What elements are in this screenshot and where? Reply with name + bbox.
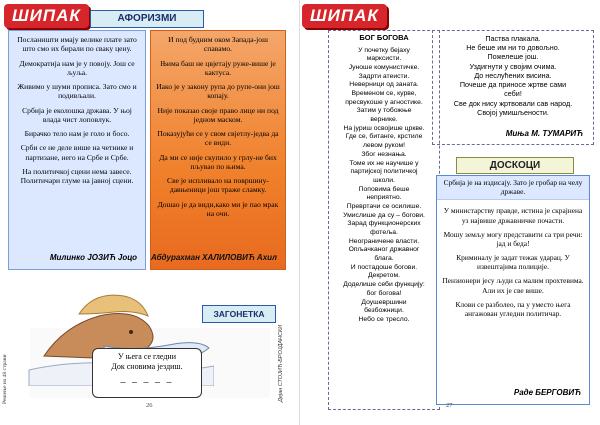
aphorism: Демократија нам је у повоју. Још се љуља. <box>19 58 135 77</box>
page-number: 27 <box>446 402 453 409</box>
author-signature: Милинко ЈОЗИЋ Јоцо <box>49 253 137 263</box>
poem-line: Паства плакала. <box>485 34 541 43</box>
poem-line: блага. <box>374 255 394 263</box>
aphorism: И под будним оком Запада-још спавамо. <box>168 35 268 54</box>
poem-line: партијској политичкој <box>350 168 418 176</box>
poem-line: Пожелеше још. <box>487 52 539 62</box>
poem-title: БОГ БОГОВА <box>359 33 409 42</box>
poem-line: Временом се, курве, <box>351 90 417 98</box>
poem-line: Зарад функционерских <box>347 220 421 228</box>
aphorism: Иако је у закону рупа до рупе-они још копају. <box>156 82 280 101</box>
aphorism: Србија је еколошка држава. У њој влада чист лоповлук. <box>22 105 132 124</box>
doskok-item: У министарству правде, истина је скрајнена уз највише државничке почасти. <box>443 206 583 225</box>
poem-line: Опљачканог државног <box>348 246 420 254</box>
aphorism: Да ми се није скупило у грлу-не бих пљувао по њима. <box>159 152 277 171</box>
aphorism: На политичкој сцени нема завесе. Политичари глуме на јавној сцени. <box>20 166 134 185</box>
riddle-author: Дејан СТОЈИЋ-БРОЈДАНСКИ <box>278 324 284 402</box>
solution-note: Решење на 48 страни <box>2 354 8 404</box>
poem-line: себи! <box>504 89 522 99</box>
poem-line: И постадоше богови. <box>350 263 418 271</box>
poem-line: Томе их не научише у <box>349 159 419 167</box>
poem-line: безбожници. <box>364 307 404 315</box>
riddle-line: У њега се гледни <box>118 352 176 361</box>
aphorism: Све је испливало на површину-давњеници још траже сламку. <box>167 176 269 195</box>
author-signature: Раде БЕРГОВИЋ <box>513 388 581 398</box>
poem-line: марксисти. <box>366 55 402 63</box>
aphorism: Није показао своје право лице ни под једном маском. <box>157 105 279 124</box>
doskok-item: Србија је на издисају. Зато је гробар на челу државе. <box>437 176 589 200</box>
aphorisms-orange-column <box>150 30 286 270</box>
poem-line: Поповима беше <box>358 185 410 193</box>
poem-line: Декретом. <box>367 272 401 280</box>
aphorism: Бирачко тело нам је голо и босо. <box>24 129 130 138</box>
poem-line: неприятно. <box>366 194 402 202</box>
poem-line: На јуриш освојише цркве. <box>343 124 425 132</box>
poem-line: Умислише да су – богови. <box>343 211 425 219</box>
riddle-answer-blanks: _ _ _ _ _ <box>120 373 174 385</box>
poem-bog-bogova <box>328 30 440 410</box>
riddle-line: Док сновима јездиш. <box>111 361 183 371</box>
page-number: 26 <box>146 402 153 409</box>
aphorism: Живимо у шуми прописа. Зато смо и подивљали. <box>17 82 137 101</box>
poem-line: вернике. <box>370 116 398 124</box>
right-page <box>300 0 600 425</box>
poem-line: Неограничене власти. <box>348 237 420 245</box>
doskok-item: Мошу земљу могу представити са три речи: јад и беда! <box>443 229 583 248</box>
poem-line: левом руком! <box>362 142 406 150</box>
doskok-item: Криминалу је задат тежак ударац. У извештајима полиције. <box>456 253 570 272</box>
poem-line: Доделише себи функцију: <box>343 281 425 289</box>
section-title-aforizmi: АФОРИЗМИ <box>90 10 204 28</box>
magazine-logo: ШИПАК <box>4 4 89 28</box>
doskok-item: Клови се разболео, па у уместо њега ангажован угледни политичар. <box>455 299 571 318</box>
doskok-item: Пензионери јесу људи са малим прохтевима. Али их је све више. <box>442 276 584 295</box>
author-signature: Абдурахман ХАЛИЛОВИЋ Ахил <box>151 253 277 263</box>
riddle-box <box>92 348 202 398</box>
aphorism: Срби се не деле више на четнике и партизане, него на Србе и Србе. <box>20 143 134 162</box>
aphorisms-blue-column <box>8 30 146 270</box>
doskoci-box <box>436 175 590 405</box>
poem-line: Превртачи се осилише. <box>346 202 422 210</box>
poem-line: Почеше да приносе жртве сами <box>459 80 567 90</box>
poem-line: Доушевршини <box>361 298 407 306</box>
poem-line: пресвукоше у агностике. <box>345 98 423 106</box>
aphorism: Дошао је да види,како ми је пао мрак на очи. <box>157 199 279 218</box>
riddle-title: ЗАГОНЕТКА <box>202 305 276 323</box>
aphorism: Њима баш не цвјетају руже-више је кактуса. <box>160 58 276 77</box>
poem-line: Све док нису жртвовали сав народ. <box>453 98 573 108</box>
poem-line: бог богова! <box>366 289 402 297</box>
poem-line: Због незнања. <box>361 150 407 158</box>
poem-continuation <box>432 30 594 145</box>
poem-line: До неслућених висина. <box>474 70 552 80</box>
magazine-logo: ШИПАК <box>302 4 387 28</box>
poem-line: фотеља. <box>370 229 398 237</box>
poem-line: Јуноше комунистичке. <box>348 63 420 71</box>
poem-line: Не беше им ни то довољно. <box>466 43 560 53</box>
aphorism: Показујући се у свом свјетлу-једва да се види. <box>157 129 279 148</box>
poem-line: Где се, битанге, крстиле <box>345 133 423 141</box>
section-title-doskoci: ДОСКОЦИ <box>456 157 574 174</box>
poem-line: Затим у тобожње <box>356 107 412 115</box>
poem-line: Задрти атеисти. <box>358 72 410 80</box>
poem-line: У почетку бејаху <box>358 46 410 54</box>
poem-lines <box>329 47 439 325</box>
poem-lines <box>433 34 593 117</box>
poem-line: Небо се тресло. <box>358 315 410 323</box>
poem-line: школи. <box>373 176 395 184</box>
poem-line: Својој умишљености. <box>477 107 549 117</box>
author-signature: Миња М. ТУМАРИЋ <box>505 128 583 138</box>
poem-line: Уздигнути у својим очима. <box>469 61 557 71</box>
poem-line: Неверници од заната. <box>349 81 419 89</box>
aphorism: Посланишти имају велике плате зато што смо их бирали по сваку цену. <box>17 35 137 54</box>
